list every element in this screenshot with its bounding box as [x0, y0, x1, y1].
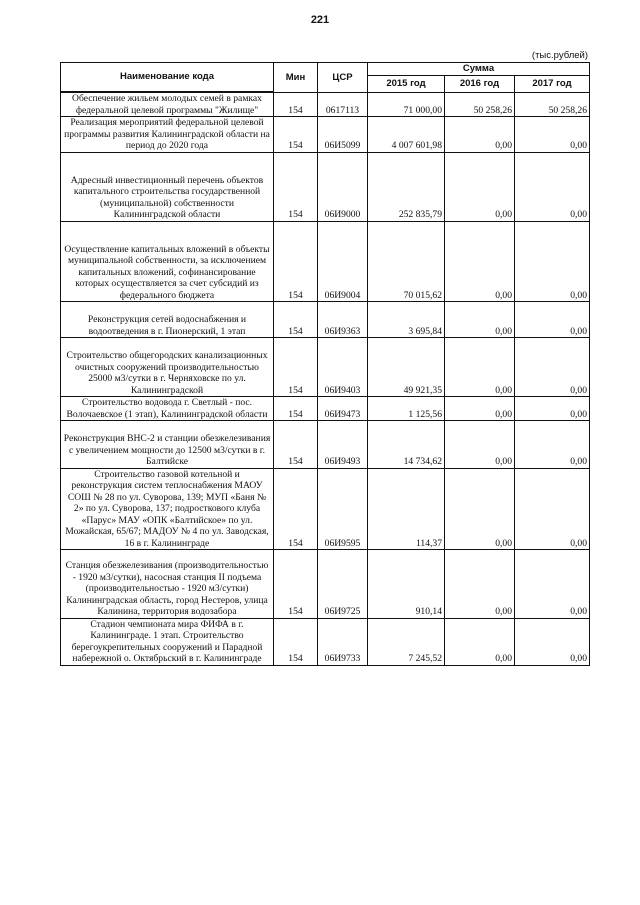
row-2015: 114,37: [368, 468, 445, 550]
row-min: 154: [274, 397, 318, 421]
row-2017: 0,00: [515, 550, 590, 619]
row-2017: 0,00: [515, 338, 590, 397]
table-row: [61, 93, 590, 117]
row-min: 154: [274, 302, 318, 338]
row-name: Реконструкция ВНС-2 и станции обезжелезивания с увеличением мощности до 12500 м3/сутки в г. Балтийске: [61, 421, 274, 469]
row-csr: 06И9000: [318, 152, 368, 221]
table-row: [61, 152, 590, 221]
row-2016: 50 258,26: [445, 93, 515, 117]
table-row: [61, 421, 590, 469]
row-2015: 49 921,35: [368, 338, 445, 397]
row-2016: 0,00: [445, 421, 515, 469]
header-year-2016: 2016 год: [445, 76, 515, 93]
row-min: 154: [274, 338, 318, 397]
budget-table: [60, 62, 590, 666]
row-2015: 252 835,79: [368, 152, 445, 221]
row-csr: 06И9403: [318, 338, 368, 397]
row-csr: 06И9363: [318, 302, 368, 338]
row-2016: 0,00: [445, 468, 515, 550]
row-2016: 0,00: [445, 221, 515, 302]
row-min: 154: [274, 550, 318, 619]
row-2017: 0,00: [515, 397, 590, 421]
row-2015: 910,14: [368, 550, 445, 619]
row-name: Осуществление капитальных вложений в объекты муниципальной собственности, за исключением капитальных вложений, софинансирование которых осуществляется за счет субсидий из федерального бюджета: [61, 221, 274, 302]
table-row: [61, 117, 590, 153]
row-2017: 0,00: [515, 302, 590, 338]
row-2015: 1 125,56: [368, 397, 445, 421]
table-row: [61, 550, 590, 619]
table-row: [61, 221, 590, 302]
row-name: Строительство водовода г. Светлый - пос. Волочаевское (1 этап), Калининградской области: [61, 397, 274, 421]
row-min: 154: [274, 152, 318, 221]
units-note: (тыс.рублей): [531, 50, 588, 61]
header-name: Наименование кода: [61, 63, 274, 92]
row-2017: 0,00: [515, 117, 590, 153]
row-min: 154: [274, 221, 318, 302]
row-2017: 0,00: [515, 421, 590, 469]
row-2016: 0,00: [445, 117, 515, 153]
row-csr: 06И9004: [318, 221, 368, 302]
row-name: Строительство общегородских канализационных очистных сооружений производительностью 25000 м3/сутки в г. Черняховске по ул. Калининградской: [61, 338, 274, 397]
row-2016: 0,00: [445, 618, 515, 665]
row-name: Адресный инвестиционный перечень объектов капитального строительства государственной (муниципальной) собственности Калининградской области: [61, 152, 274, 221]
table-row: [61, 338, 590, 397]
row-2016: 0,00: [445, 397, 515, 421]
row-2017: 50 258,26: [515, 93, 590, 117]
row-csr: 06И9725: [318, 550, 368, 619]
row-name: Строительство газовой котельной и реконструкция систем теплоснабжения МАОУ СОШ № 28 по ул. Суворова, 139; МУП «Баня № 2» по ул. Суворова, 137; подросткового клуба «Парус» МАУ «ОПК «Балтийское» по ул. Можайская, 65/67; МАДОУ № 4 по ул. Заводская, 16 в г. Калининграде: [61, 468, 274, 550]
table-row: [61, 618, 590, 665]
row-name: Реконструкция сетей водоснабжения и водоотведения в г. Пионерский, 1 этап: [61, 302, 274, 338]
row-name: Станция обезжелезивания (производительностью - 1920 м3/сутки), насосная станция II подъема (производительностью - 1920 м3/сутки) Калининградская область, город Нестеров, улица Калинина, территория водозабора: [61, 550, 274, 619]
row-2015: 7 245,52: [368, 618, 445, 665]
row-csr: 0617113: [318, 93, 368, 117]
row-min: 154: [274, 117, 318, 153]
header-csr: ЦСР: [318, 63, 368, 93]
row-2016: 0,00: [445, 338, 515, 397]
row-2015: 3 695,84: [368, 302, 445, 338]
row-csr: 06И9595: [318, 468, 368, 550]
row-2017: 0,00: [515, 221, 590, 302]
table-row: [61, 302, 590, 338]
row-2015: 70 015,62: [368, 221, 445, 302]
row-2015: 4 007 601,98: [368, 117, 445, 153]
row-csr: 06И5099: [318, 117, 368, 153]
header-min: Мин: [274, 63, 318, 93]
row-2016: 0,00: [445, 550, 515, 619]
header-sum: Сумма: [368, 63, 590, 76]
page-number: 221: [310, 14, 330, 26]
row-2016: 0,00: [445, 302, 515, 338]
row-2017: 0,00: [515, 152, 590, 221]
row-min: 154: [274, 93, 318, 117]
row-2017: 0,00: [515, 468, 590, 550]
row-min: 154: [274, 468, 318, 550]
row-2017: 0,00: [515, 618, 590, 665]
row-name: Обеспечение жильем молодых семей в рамках федеральной целевой программы "Жилище": [61, 93, 274, 117]
row-2015: 71 000,00: [368, 93, 445, 117]
row-name: Реализация мероприятий федеральной целевой программы развития Калининградской области на период до 2020 года: [61, 117, 274, 153]
row-name: Стадион чемпионата мира ФИФА в г. Калининграде. 1 этап. Строительство берегоукрепительных сооружений и Парадной набережной о. Октябрьский в г. Калининграде: [61, 618, 274, 665]
row-2016: 0,00: [445, 152, 515, 221]
row-min: 154: [274, 618, 318, 665]
row-min: 154: [274, 421, 318, 469]
table-row: [61, 397, 590, 421]
table-row: [61, 468, 590, 550]
header-year-2017: 2017 год: [515, 76, 590, 93]
row-csr: 06И9493: [318, 421, 368, 469]
row-csr: 06И9473: [318, 397, 368, 421]
row-csr: 06И9733: [318, 618, 368, 665]
row-2015: 14 734,62: [368, 421, 445, 469]
header-year-2015: 2015 год: [368, 76, 445, 93]
